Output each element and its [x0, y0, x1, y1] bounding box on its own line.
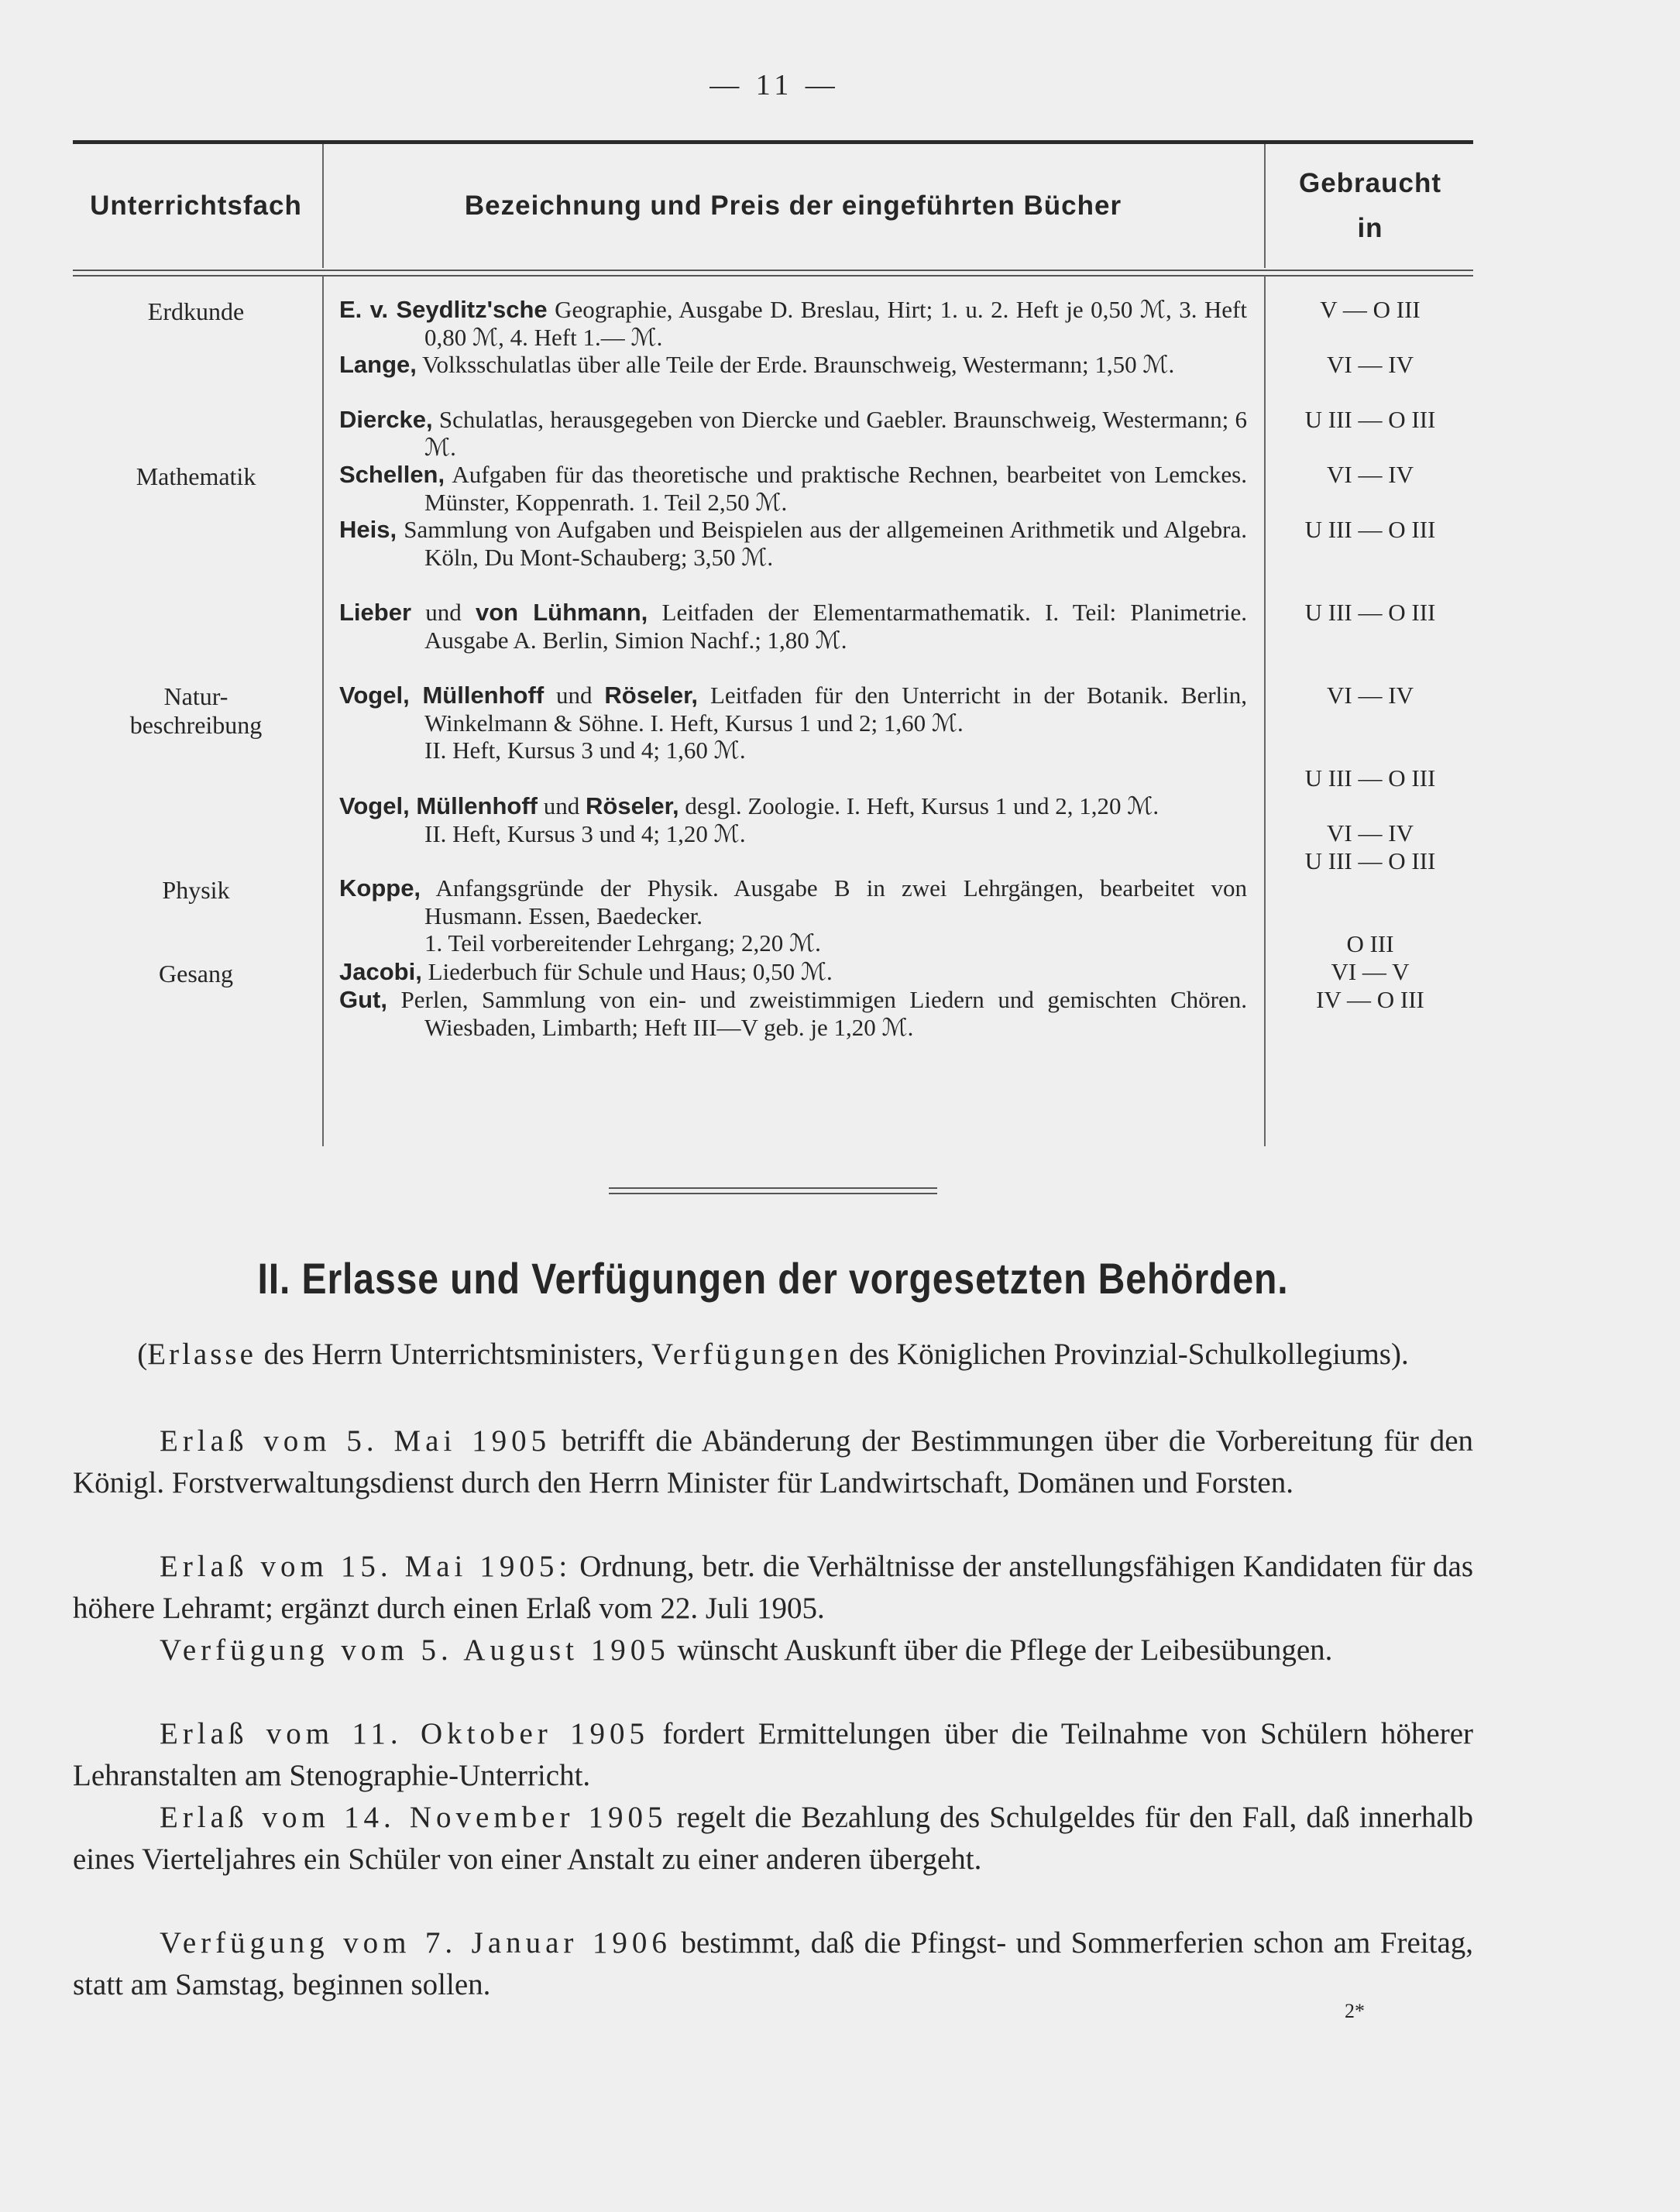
book-author: Lange,	[339, 351, 417, 378]
book-author: Koppe,	[339, 874, 421, 902]
decree-paragraph	[73, 1420, 1473, 1504]
decree-lead: Erlaß vom 5. Mai 1905	[160, 1424, 551, 1458]
book-text: Liederbuch für Schule und Haus; 0,50 ℳ.	[428, 958, 833, 985]
subject-erdkunde: Erdkunde	[147, 297, 245, 325]
table-top-rule	[73, 140, 1473, 144]
book-author: Diercke,	[339, 406, 433, 433]
decree-text: Ordnung, betr. die Verhältnisse der anstellungsfähigen Kandidaten für das höhere Lehramt; ergänzt durch einen Erlaß vom 22. Juli 1905.	[73, 1550, 1473, 1625]
used-in: VI — IV	[1327, 461, 1414, 488]
used-in: VI — IV	[1327, 819, 1414, 847]
book-entry	[339, 958, 1247, 986]
used-in: VI — V	[1331, 958, 1410, 985]
subject-beschreibung: beschreibung	[129, 711, 263, 739]
used-in: U III — O III	[1304, 764, 1436, 792]
subtitle-part: des Herrn Unterrichtsministers,	[263, 1338, 644, 1371]
book-author: Heis,	[339, 516, 397, 543]
book-text: desgl. Zoologie. I. Heft, Kursus 1 und 2, 1,20 ℳ.	[685, 792, 1160, 819]
book-text: Sammlung von Aufgaben und Beispielen aus der allgemeinen Arithmetik und Algebra. Köln, Du Mont-Schauberg; 3,50 ℳ.	[404, 516, 1248, 571]
used-in: O III	[1346, 930, 1394, 957]
decree-text: betrifft die Abänderung der Bestimmungen über die Vorbereitung für den Königl. Forstverwaltungsdienst durch den Herrn Minister für Landwirtschaft, Domänen und Forsten.	[73, 1424, 1474, 1499]
section-separator	[609, 1187, 937, 1194]
header-subject: Unterrichtsfach	[90, 191, 302, 221]
book-entry	[339, 682, 1247, 764]
book-text: Perlen, Sammlung von ein- und zweistimmigen Liedern und gemischten Chören. Wiesbaden, Limbarth; Heft III—V geb. je 1,20 ℳ.	[400, 986, 1248, 1041]
book-entry	[339, 874, 1247, 957]
book-extra: II. Heft, Kursus 3 und 4; 1,60 ℳ.	[424, 737, 746, 764]
decree-lead: Erlaß vom 11. Oktober 1905	[160, 1717, 650, 1750]
decree-lead: Erlaß vom 14. November 1905	[160, 1801, 668, 1834]
subject-natur: Natur-	[163, 682, 228, 710]
book-text: Aufgaben für das theoretische und praktische Rechnen, bearbeitet von Lemckes. Münster, Koppenrath. 1. Teil 2,50 ℳ.	[424, 461, 1247, 516]
decree-lead: Verfügung vom 5. August 1905	[160, 1633, 670, 1667]
book-entry	[339, 461, 1247, 516]
book-author: Röseler,	[604, 682, 699, 709]
decree-text: regelt die Bezahlung des Schulgeldes für den Fall, daß innerhalb eines Vierteljahres ein Schüler von einer Anstalt zu einer anderen übergeht.	[73, 1801, 1474, 1876]
decree-text: bestimmt, daß die Pfingst- und Sommerferien schon am Freitag, statt am Samstag, beginnen sollen.	[73, 1926, 1474, 2001]
column-divider	[322, 276, 324, 1146]
book-author: Vogel, Müllenhoff	[339, 682, 545, 709]
book-extra: II. Heft, Kursus 3 und 4; 1,20 ℳ.	[424, 819, 746, 847]
subtitle-erlasse: Erlasse	[147, 1338, 256, 1371]
decree-lead: Verfügung vom 7. Januar 1906	[160, 1926, 672, 1960]
decree-paragraph	[73, 1922, 1473, 2006]
book-text: Leitfaden für den Unterricht in der Botanik. Berlin, Winkelmann & Söhne. I. Heft, Kursus 1 und 2; 1,60 ℳ.	[424, 682, 1248, 737]
book-joiner: und	[425, 599, 462, 626]
header-used-line2: in	[1357, 213, 1383, 243]
section-title: II. Erlasse und Verfügungen der vorgesetzten Behörden.	[257, 1254, 1289, 1303]
decree-lead: Erlaß vom 15. Mai 1905:	[160, 1550, 572, 1583]
column-divider	[322, 144, 324, 268]
used-in: IV — O III	[1316, 986, 1424, 1013]
book-author: Vogel, Müllenhoff	[339, 792, 538, 819]
book-joiner: und	[543, 792, 580, 819]
book-entry	[339, 296, 1247, 351]
subject-physik: Physik	[162, 876, 230, 904]
book-text: Geographie, Ausgabe D. Breslau, Hirt; 1. u. 2. Heft je 0,50 ℳ, 3. Heft 0,80 ℳ, 4. Heft 1.— ℳ.	[424, 296, 1247, 351]
book-entry	[339, 406, 1247, 461]
book-entry	[339, 516, 1247, 571]
book-author: E. v. Seydlitz'sche	[339, 296, 548, 323]
used-in: U III — O III	[1304, 516, 1436, 543]
book-entry	[339, 792, 1247, 847]
header-used	[1267, 152, 1473, 260]
book-author: Jacobi,	[339, 958, 422, 985]
decree-paragraph	[73, 1713, 1473, 1797]
subject-mathematik: Mathematik	[136, 462, 256, 490]
decree-text: wünscht Auskunft über die Pflege der Leibesübungen.	[677, 1633, 1333, 1667]
book-extra: 1. Teil vorbereitender Lehrgang; 2,20 ℳ.	[424, 929, 821, 957]
used-in: VI — IV	[1327, 682, 1414, 709]
subject-gesang: Gesang	[159, 960, 233, 988]
header-used-line1: Gebraucht	[1298, 168, 1442, 198]
page-number: — 11 —	[709, 69, 840, 101]
table-header-rule	[73, 270, 1473, 276]
book-text: Leitfaden der Elementarmathematik. I. Teil: Planimetrie. Ausgabe A. Berlin, Simion Nachf.; 1,80 ℳ.	[424, 599, 1248, 654]
book-author: Lieber	[339, 599, 412, 626]
used-in: V — O III	[1320, 296, 1421, 323]
used-in: VI — IV	[1327, 351, 1414, 378]
decree-paragraph	[73, 1546, 1473, 1630]
book-author: Röseler,	[586, 792, 679, 819]
section-subtitle: (Erlasse des Herrn Unterrichtsministers, Verfügungen des Königlichen Provinzial-Schulkollegiums).	[137, 1338, 1409, 1371]
used-in: U III — O III	[1304, 599, 1436, 626]
used-in: U III — O III	[1304, 406, 1436, 433]
book-entry	[339, 986, 1247, 1041]
book-entry	[339, 599, 1247, 654]
book-joiner: und	[556, 682, 593, 709]
book-text: Volksschulatlas über alle Teile der Erde. Braunschweig, Westermann; 1,50 ℳ.	[422, 351, 1175, 378]
decree-text: fordert Ermittelungen über die Teilnahme von Schülern höherer Lehranstalten am Stenographie-Unterricht.	[73, 1717, 1473, 1792]
book-text: Schulatlas, herausgegeben von Diercke und Gaebler. Braunschweig, Westermann; 6 ℳ.	[424, 406, 1247, 461]
decree-paragraph	[73, 1630, 1473, 1671]
book-author: Schellen,	[339, 461, 445, 488]
used-in: U III — O III	[1304, 847, 1436, 874]
decree-paragraph	[73, 1797, 1473, 1881]
book-author: Gut,	[339, 986, 387, 1013]
subtitle-part: des Königlichen Provinzial-Schulkollegiums).	[849, 1338, 1409, 1371]
column-divider	[1264, 276, 1266, 1146]
book-entry	[339, 351, 1247, 379]
book-text: Anfangsgründe der Physik. Ausgabe B in zwei Lehrgängen, bearbeitet von Husmann. Essen, Baedecker.	[424, 874, 1247, 929]
signature-mark: 2*	[1345, 2000, 1365, 2022]
book-author: von Lühmann,	[476, 599, 648, 626]
subtitle-verfuegungen: Verfügungen	[651, 1338, 842, 1371]
header-books: Bezeichnung und Preis der eingeführten Bücher	[464, 191, 1122, 221]
column-divider	[1264, 144, 1266, 268]
